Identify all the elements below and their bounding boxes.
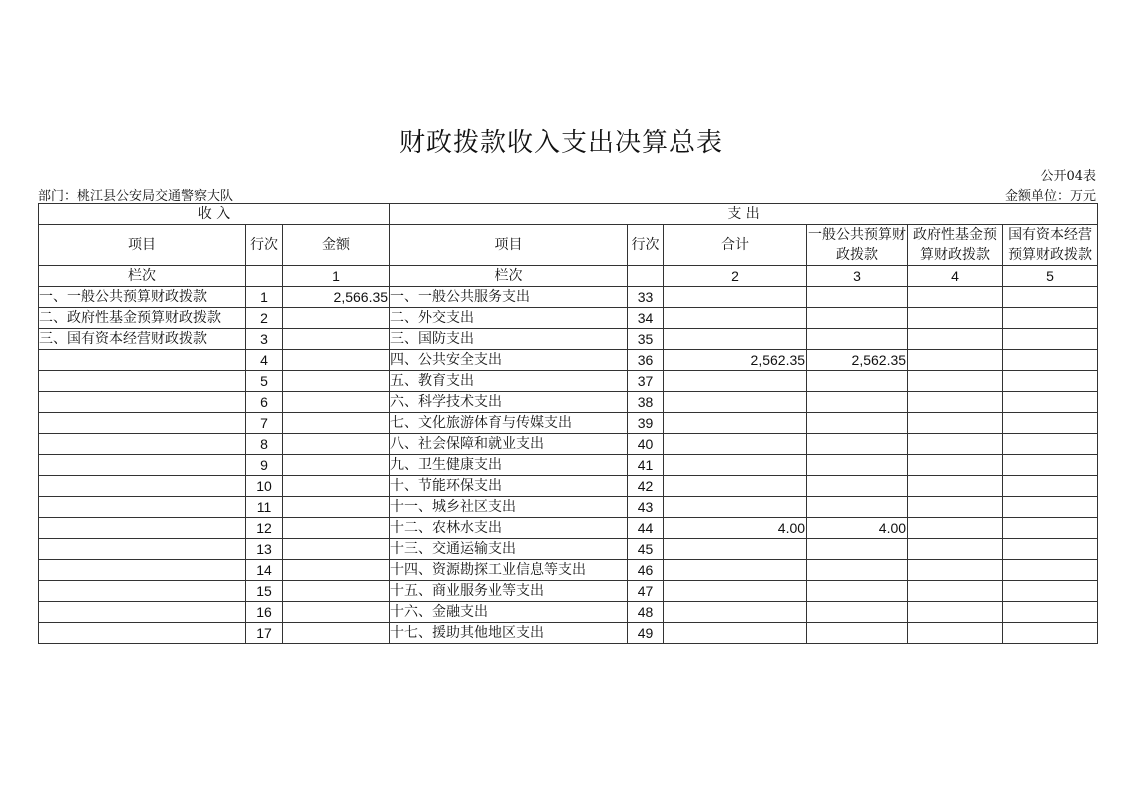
expense-row-no-cell: 47 (628, 581, 664, 602)
total-cell (664, 539, 807, 560)
income-item-cell (39, 560, 246, 581)
total-cell (664, 287, 807, 308)
state-capital-cell (1003, 581, 1098, 602)
income-item-cell: 二、政府性基金预算财政拨款 (39, 308, 246, 329)
table-row (39, 308, 1098, 329)
state-capital-cell (1003, 287, 1098, 308)
general-budget-cell (807, 560, 908, 581)
column-number-5: 5 (1003, 266, 1098, 287)
expense-row-no-cell: 33 (628, 287, 664, 308)
gov-fund-cell (908, 434, 1003, 455)
income-item-cell (39, 476, 246, 497)
state-capital-cell (1003, 392, 1098, 413)
general-budget-cell (807, 434, 908, 455)
expense-row-no-cell: 34 (628, 308, 664, 329)
expense-item-cell: 三、国防支出 (390, 329, 628, 350)
income-amount-cell (283, 329, 390, 350)
expense-item-cell: 十四、资源勘探工业信息等支出 (390, 560, 628, 581)
general-budget-cell (807, 476, 908, 497)
table-row (39, 581, 1098, 602)
income-row-no-cell: 7 (246, 413, 283, 434)
expense-item-cell: 九、卫生健康支出 (390, 455, 628, 476)
gov-fund-cell (908, 455, 1003, 476)
expense-item-cell: 七、文化旅游体育与传媒支出 (390, 413, 628, 434)
expense-row-no-cell: 35 (628, 329, 664, 350)
income-amount-cell (283, 476, 390, 497)
state-capital-cell (1003, 308, 1098, 329)
income-amount-cell (283, 434, 390, 455)
income-amount-cell (283, 602, 390, 623)
expense-item-cell: 十三、交通运输支出 (390, 539, 628, 560)
state-capital-cell (1003, 623, 1098, 644)
expense-row-no-cell: 44 (628, 518, 664, 539)
income-amount-cell: 2,566.35 (283, 287, 390, 308)
total-cell (664, 602, 807, 623)
gov-fund-cell (908, 539, 1003, 560)
income-row-no-cell: 9 (246, 455, 283, 476)
empty-cell (246, 266, 283, 287)
column-header-row (39, 225, 1098, 266)
total-cell (664, 476, 807, 497)
form-code: 公开04表 (1040, 169, 1096, 184)
income-section-header: 收 入 (39, 204, 390, 225)
total-cell (664, 308, 807, 329)
income-item-cell (39, 497, 246, 518)
income-amount-cell (283, 581, 390, 602)
expense-item-cell: 十、节能环保支出 (390, 476, 628, 497)
income-item-cell (39, 539, 246, 560)
income-row-no-cell: 6 (246, 392, 283, 413)
expense-item-cell: 十六、金融支出 (390, 602, 628, 623)
general-budget-header: 一般公共预算财政拨款 (807, 225, 908, 266)
column-number-4: 4 (908, 266, 1003, 287)
empty-cell (628, 266, 664, 287)
expense-item-cell: 十五、商业服务业等支出 (390, 581, 628, 602)
table-row (39, 392, 1098, 413)
general-budget-cell (807, 455, 908, 476)
general-budget-cell (807, 371, 908, 392)
total-cell (664, 371, 807, 392)
income-row-no-cell: 2 (246, 308, 283, 329)
total-cell (664, 329, 807, 350)
total-cell (664, 413, 807, 434)
column-number-2: 2 (664, 266, 807, 287)
income-item-cell (39, 434, 246, 455)
income-row-no-cell: 16 (246, 602, 283, 623)
income-amount-cell (283, 455, 390, 476)
table-row (39, 560, 1098, 581)
income-amount-cell (283, 539, 390, 560)
income-item-cell (39, 602, 246, 623)
state-capital-cell (1003, 476, 1098, 497)
income-row-no-cell: 13 (246, 539, 283, 560)
total-cell (664, 497, 807, 518)
state-capital-cell (1003, 518, 1098, 539)
expense-row-no-cell: 36 (628, 350, 664, 371)
expense-item-cell: 十二、农林水支出 (390, 518, 628, 539)
expense-column-label: 栏次 (390, 266, 628, 287)
state-capital-cell (1003, 329, 1098, 350)
income-item-cell (39, 371, 246, 392)
income-row-no-cell: 10 (246, 476, 283, 497)
income-row-no-cell: 4 (246, 350, 283, 371)
gov-fund-cell (908, 518, 1003, 539)
income-amount-cell (283, 518, 390, 539)
general-budget-cell (807, 539, 908, 560)
table-row (39, 623, 1098, 644)
total-header: 合计 (664, 225, 807, 266)
income-amount-cell (283, 371, 390, 392)
total-cell (664, 392, 807, 413)
table-row (39, 350, 1098, 371)
income-item-cell (39, 623, 246, 644)
income-amount-cell (283, 308, 390, 329)
expense-item-header: 项目 (390, 225, 628, 266)
income-column-label: 栏次 (39, 266, 246, 287)
income-item-cell (39, 350, 246, 371)
state-capital-cell (1003, 539, 1098, 560)
expense-row-no-cell: 42 (628, 476, 664, 497)
general-budget-cell: 4.00 (807, 518, 908, 539)
total-cell (664, 623, 807, 644)
expense-row-no-cell: 40 (628, 434, 664, 455)
table-row (39, 329, 1098, 350)
expense-item-cell: 四、公共安全支出 (390, 350, 628, 371)
general-budget-cell (807, 413, 908, 434)
section-header-row (39, 204, 1098, 225)
expense-row-no-cell: 38 (628, 392, 664, 413)
gov-fund-cell (908, 476, 1003, 497)
total-cell: 4.00 (664, 518, 807, 539)
income-row-no-cell: 15 (246, 581, 283, 602)
income-amount-cell (283, 350, 390, 371)
total-cell (664, 455, 807, 476)
income-item-cell (39, 518, 246, 539)
state-capital-cell (1003, 497, 1098, 518)
income-row-no-cell: 12 (246, 518, 283, 539)
gov-fund-cell (908, 560, 1003, 581)
column-number-1: 1 (283, 266, 390, 287)
expense-row-no-cell: 46 (628, 560, 664, 581)
income-item-cell: 一、一般公共预算财政拨款 (39, 287, 246, 308)
income-item-cell (39, 455, 246, 476)
table-row (39, 455, 1098, 476)
department-label: 部门：桃江县公安局交通警察大队 (38, 189, 234, 204)
expense-item-cell: 八、社会保障和就业支出 (390, 434, 628, 455)
income-item-cell: 三、国有资本经营财政拨款 (39, 329, 246, 350)
expense-row-no-cell: 41 (628, 455, 664, 476)
general-budget-cell: 2,562.35 (807, 350, 908, 371)
total-cell (664, 581, 807, 602)
general-budget-cell (807, 308, 908, 329)
income-row-no-cell: 5 (246, 371, 283, 392)
expense-item-cell: 十一、城乡社区支出 (390, 497, 628, 518)
gov-fund-header: 政府性基金预算财政拨款 (908, 225, 1003, 266)
income-amount-cell (283, 392, 390, 413)
income-amount-cell (283, 560, 390, 581)
state-capital-cell (1003, 602, 1098, 623)
state-capital-cell (1003, 371, 1098, 392)
income-amount-header: 金额 (283, 225, 390, 266)
expense-row-no-header: 行次 (628, 225, 664, 266)
expense-row-no-cell: 39 (628, 413, 664, 434)
income-row-no-cell: 3 (246, 329, 283, 350)
table-row (39, 602, 1098, 623)
general-budget-cell (807, 623, 908, 644)
general-budget-cell (807, 392, 908, 413)
gov-fund-cell (908, 392, 1003, 413)
gov-fund-cell (908, 308, 1003, 329)
general-budget-cell (807, 329, 908, 350)
table-row (39, 518, 1098, 539)
unit-label: 金额单位：万元 (1004, 189, 1096, 204)
general-budget-cell (807, 581, 908, 602)
gov-fund-cell (908, 350, 1003, 371)
column-number-3: 3 (807, 266, 908, 287)
income-row-no-cell: 11 (246, 497, 283, 518)
expense-row-no-cell: 48 (628, 602, 664, 623)
state-capital-cell (1003, 413, 1098, 434)
general-budget-cell (807, 497, 908, 518)
income-item-header: 项目 (39, 225, 246, 266)
income-row-no-cell: 17 (246, 623, 283, 644)
income-row-no-cell: 8 (246, 434, 283, 455)
table-row (39, 413, 1098, 434)
gov-fund-cell (908, 581, 1003, 602)
income-amount-cell (283, 413, 390, 434)
table-row (39, 287, 1098, 308)
income-row-no-header: 行次 (246, 225, 283, 266)
table-row (39, 476, 1098, 497)
gov-fund-cell (908, 371, 1003, 392)
total-cell (664, 560, 807, 581)
column-number-row (39, 266, 1098, 287)
expense-item-cell: 二、外交支出 (390, 308, 628, 329)
expense-row-no-cell: 43 (628, 497, 664, 518)
expense-item-cell: 六、科学技术支出 (390, 392, 628, 413)
income-item-cell (39, 581, 246, 602)
total-cell: 2,562.35 (664, 350, 807, 371)
state-capital-cell (1003, 455, 1098, 476)
expense-item-cell: 十七、援助其他地区支出 (390, 623, 628, 644)
table-row (39, 539, 1098, 560)
expense-row-no-cell: 45 (628, 539, 664, 560)
table-row (39, 371, 1098, 392)
total-cell (664, 434, 807, 455)
state-capital-cell (1003, 350, 1098, 371)
income-item-cell (39, 413, 246, 434)
income-item-cell (39, 392, 246, 413)
expense-section-header: 支 出 (390, 204, 1098, 225)
state-capital-cell (1003, 434, 1098, 455)
gov-fund-cell (908, 287, 1003, 308)
budget-summary-table (38, 203, 1098, 644)
table-row (39, 434, 1098, 455)
expense-row-no-cell: 37 (628, 371, 664, 392)
general-budget-cell (807, 602, 908, 623)
income-amount-cell (283, 497, 390, 518)
income-amount-cell (283, 623, 390, 644)
table-row (39, 497, 1098, 518)
gov-fund-cell (908, 497, 1003, 518)
expense-item-cell: 五、教育支出 (390, 371, 628, 392)
gov-fund-cell (908, 413, 1003, 434)
general-budget-cell (807, 287, 908, 308)
state-capital-header: 国有资本经营预算财政拨款 (1003, 225, 1098, 266)
state-capital-cell (1003, 560, 1098, 581)
expense-row-no-cell: 49 (628, 623, 664, 644)
gov-fund-cell (908, 602, 1003, 623)
gov-fund-cell (908, 623, 1003, 644)
gov-fund-cell (908, 329, 1003, 350)
expense-item-cell: 一、一般公共服务支出 (390, 287, 628, 308)
income-row-no-cell: 1 (246, 287, 283, 308)
page-title: 财政拨款收入支出决算总表 (398, 128, 723, 158)
income-row-no-cell: 14 (246, 560, 283, 581)
